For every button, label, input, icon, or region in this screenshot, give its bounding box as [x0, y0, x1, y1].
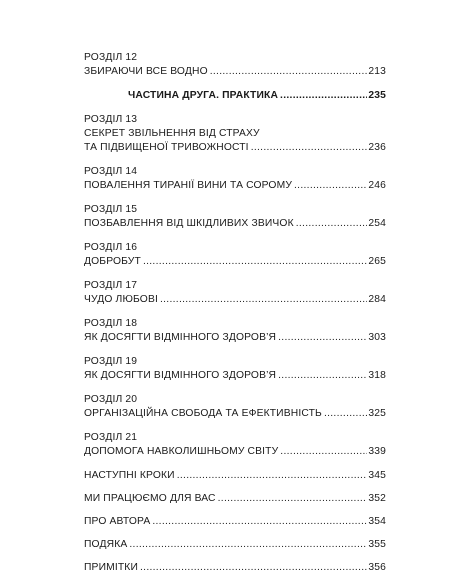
- dot-leader: [251, 141, 368, 155]
- page-number: 246: [368, 180, 386, 191]
- toc-line: [84, 469, 386, 483]
- page-number: 339: [368, 446, 386, 457]
- chapter-label: РОЗДІЛ 16: [84, 242, 138, 253]
- chapter-label: РОЗДІЛ 12: [84, 52, 138, 63]
- toc-line: [84, 179, 386, 193]
- toc-line: [84, 331, 386, 345]
- chapter-title: ЧУДО ЛЮБОВІ: [84, 294, 158, 305]
- toc-entry-chapter-18: [84, 317, 386, 345]
- toc-line: [84, 369, 386, 383]
- page-number: 345: [368, 470, 386, 481]
- toc-entry-acknowledgements: [84, 538, 386, 552]
- page-number: 265: [368, 256, 386, 267]
- page-number: 235: [368, 90, 386, 101]
- dot-leader: [210, 65, 368, 79]
- section-title: ПРИМІТКИ: [84, 562, 138, 573]
- chapter-title: ДОПОМОГА НАВКОЛИШНЬОМУ СВІТУ: [84, 446, 279, 457]
- chapter-title: ЯК ДОСЯГТИ ВІДМІННОГО ЗДОРОВ’Я: [84, 370, 277, 381]
- toc-entry-next-steps: [84, 469, 386, 483]
- section-title: ПОДЯКА: [84, 539, 128, 550]
- toc-entry-chapter-21: [84, 431, 386, 459]
- chapter-label: РОЗДІЛ 15: [84, 204, 138, 215]
- dot-leader: [143, 255, 367, 269]
- chapter-title: ЯК ДОСЯГТИ ВІДМІННОГО ЗДОРОВ’Я: [84, 332, 277, 343]
- dot-leader: [294, 179, 367, 193]
- toc-entry-chapter-12: [84, 51, 386, 79]
- page-number: 354: [368, 516, 386, 527]
- toc-line: [84, 407, 386, 421]
- part-title: ЧАСТИНА ДРУГА. ПРАКТИКА: [128, 90, 279, 101]
- dot-leader: [296, 217, 368, 231]
- toc-line: [84, 492, 386, 506]
- chapter-title: ПОВАЛЕННЯ ТИРАНІЇ ВИНИ ТА СОРОМУ: [84, 180, 293, 191]
- toc-entry-chapter-20: [84, 393, 386, 421]
- dot-leader: [152, 515, 367, 529]
- page-number: 236: [368, 142, 386, 153]
- toc-entry-chapter-15: [84, 203, 386, 231]
- toc-entry-chapter-16: [84, 241, 386, 269]
- dot-leader: [160, 293, 367, 307]
- page-number: 318: [368, 370, 386, 381]
- toc-entry-chapter-13: [84, 113, 386, 155]
- page-number: 303: [368, 332, 386, 343]
- toc-line: [84, 538, 386, 552]
- chapter-label: РОЗДІЛ 17: [84, 280, 138, 291]
- dot-leader: [280, 89, 367, 103]
- toc-line: [84, 293, 386, 307]
- chapter-title: ПОЗБАВЛЕННЯ ВІД ШКІДЛИВИХ ЗВИЧОК: [84, 218, 294, 229]
- toc-line: [84, 141, 386, 155]
- chapter-label: РОЗДІЛ 18: [84, 318, 138, 329]
- section-title: ПРО АВТОРА: [84, 516, 151, 527]
- chapter-title: ДОБРОБУТ: [84, 256, 141, 267]
- dot-leader: [278, 369, 367, 383]
- toc-entry-notes: [84, 561, 386, 575]
- toc-line: [84, 561, 386, 575]
- page-number: 355: [368, 539, 386, 550]
- dot-leader: [129, 538, 367, 552]
- page-number: 254: [368, 218, 386, 229]
- chapter-label: РОЗДІЛ 13: [84, 114, 138, 125]
- dot-leader: [280, 445, 367, 459]
- table-of-contents: [84, 51, 386, 584]
- toc-line: [84, 445, 386, 459]
- toc-entry-about-author: [84, 515, 386, 529]
- dot-leader: [218, 492, 368, 506]
- dot-leader: [324, 407, 367, 421]
- chapter-title-line-1: СЕКРЕТ ЗВІЛЬНЕННЯ ВІД СТРАХУ: [84, 128, 260, 139]
- dot-leader: [140, 561, 367, 575]
- toc-line: [84, 255, 386, 269]
- section-title: МИ ПРАЦЮЄМО ДЛЯ ВАС: [84, 493, 216, 504]
- toc-line: [84, 515, 386, 529]
- toc-line: [84, 65, 386, 79]
- chapter-title-line-2: ТА ПІДВИЩЕНОЇ ТРИВОЖНОСТІ: [84, 142, 249, 153]
- page-number: 356: [368, 562, 386, 573]
- toc-line: [84, 217, 386, 231]
- toc-entry-we-work-for-you: [84, 492, 386, 506]
- chapter-label: РОЗДІЛ 19: [84, 356, 138, 367]
- chapter-label: РОЗДІЛ 14: [84, 166, 138, 177]
- toc-entry-chapter-19: [84, 355, 386, 383]
- toc-entry-part-two: [84, 89, 386, 103]
- dot-leader: [278, 331, 367, 345]
- toc-entry-chapter-17: [84, 279, 386, 307]
- chapter-label: РОЗДІЛ 20: [84, 394, 138, 405]
- chapter-label: РОЗДІЛ 21: [84, 432, 138, 443]
- page-number: 352: [368, 493, 386, 504]
- section-title: НАСТУПНІ КРОКИ: [84, 470, 175, 481]
- dot-leader: [177, 469, 368, 483]
- toc-entry-chapter-14: [84, 165, 386, 193]
- part-title-line: [84, 89, 386, 103]
- page-number: 325: [368, 408, 386, 419]
- chapter-title: ЗБИРАЮЧИ ВСЕ ВОДНО: [84, 66, 208, 77]
- chapter-title: ОРГАНІЗАЦІЙНА СВОБОДА ТА ЕФЕКТИВНІСТЬ: [84, 408, 322, 419]
- page-number: 284: [368, 294, 386, 305]
- page-number: 213: [368, 66, 386, 77]
